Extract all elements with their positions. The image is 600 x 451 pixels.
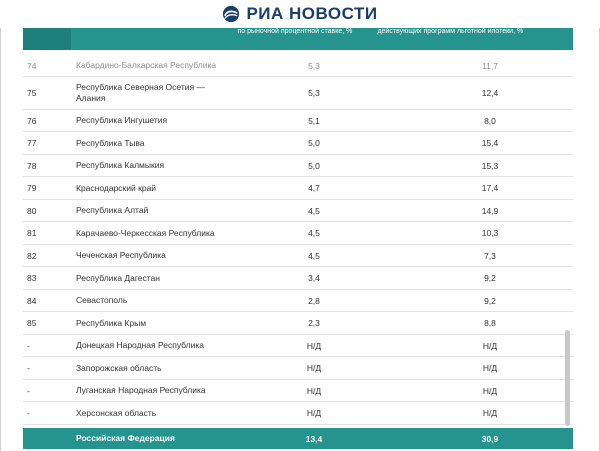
ria-logo[interactable]: [222, 4, 377, 24]
row-preferential-rate: 15,4: [481, 138, 499, 148]
row-preferential-rate: 7,3: [484, 250, 496, 261]
row-rank: 76: [27, 115, 37, 126]
row-region: Республика Ингушетия: [76, 115, 168, 125]
scrollbar-thumb[interactable]: [565, 330, 570, 426]
row-region: Республика Северная Осетия — Алания: [76, 82, 205, 103]
site-header: [0, 0, 600, 28]
row-rank: 80: [27, 205, 37, 216]
row-rank: -: [27, 340, 30, 351]
row-region: Республика Тыва: [76, 137, 145, 148]
row-region: Херсонская область: [76, 407, 157, 418]
ria-logo-icon: [222, 5, 240, 23]
row-market-rate: 4,5: [308, 205, 320, 216]
row-preferential-rate: 10,3: [481, 228, 499, 238]
row-preferential-rate: 17,4: [481, 183, 499, 193]
row-rank: 77: [27, 138, 37, 148]
header-rank-cell: [23, 28, 71, 50]
total-market-rate: 13,4: [305, 433, 323, 444]
table-body: [23, 55, 573, 425]
row-preferential-rate: 8,0: [484, 115, 496, 126]
row-market-rate: 4,7: [308, 183, 320, 193]
row-market-rate: 2,3: [308, 318, 320, 328]
row-rank: 82: [27, 250, 37, 261]
row-preferential-rate: Н/Д: [482, 340, 498, 351]
header-preferential-rate: действующих программ льготной ипотеки, %: [377, 28, 524, 35]
row-rank: 85: [27, 318, 37, 328]
row-rank: 75: [27, 88, 37, 98]
row-region: Луганская Народная Республика: [76, 385, 206, 395]
row-preferential-rate: 12,4: [481, 88, 499, 98]
header-region-cell: [71, 28, 235, 50]
row-rank: 79: [27, 183, 37, 193]
table-row: [23, 357, 573, 380]
row-region: Донецкая Народная Республика: [76, 340, 204, 350]
row-region: Кабардино-Балкарская Республика: [76, 60, 217, 70]
row-market-rate: 3,4: [308, 273, 320, 283]
row-preferential-rate: Н/Д: [482, 385, 498, 396]
row-region: Чеченская Республика: [76, 250, 166, 260]
row-rank: -: [27, 385, 30, 396]
row-region: Краснодарский край: [76, 182, 157, 193]
table-header: [23, 28, 573, 50]
row-preferential-rate: 11,7: [482, 60, 498, 71]
table-row: [23, 132, 573, 155]
row-preferential-rate: 14,9: [481, 205, 499, 216]
row-market-rate: 5,3: [308, 88, 320, 98]
row-rank: 78: [27, 160, 37, 171]
row-preferential-rate: Н/Д: [482, 363, 498, 373]
row-market-rate: Н/Д: [306, 408, 322, 418]
frame-border-left: [0, 28, 1, 451]
row-region: Республика Дагестан: [76, 272, 161, 283]
table-row: [23, 55, 573, 77]
table-row: [23, 200, 573, 222]
row-rank: 84: [27, 295, 37, 306]
row-region: Карачаево-Черкесская Республика: [76, 227, 215, 238]
row-rank: 74: [27, 60, 37, 71]
row-preferential-rate: 8,8: [484, 318, 496, 328]
total-row: [23, 428, 573, 449]
table-row: [23, 245, 573, 267]
row-region: Запорожская область: [76, 362, 162, 373]
table-row: [23, 222, 573, 245]
table-row: [23, 290, 573, 312]
row-preferential-rate: 9,2: [484, 273, 496, 283]
table-row: [23, 267, 573, 290]
row-market-rate: 4,5: [308, 250, 320, 261]
row-preferential-rate: Н/Д: [482, 408, 498, 418]
header-market-rate: по рыночной процентной ставке, %: [237, 28, 353, 35]
total-region: Российская Федерация: [76, 433, 175, 443]
row-region: Республика Калмыкия: [76, 160, 165, 170]
row-market-rate: Н/Д: [306, 340, 322, 351]
table-row: [23, 380, 573, 402]
table-row: [23, 335, 573, 357]
row-rank: 81: [27, 228, 37, 238]
row-region: Республика Крым: [76, 317, 147, 328]
row-market-rate: 5,1: [308, 115, 320, 126]
row-preferential-rate: 9,2: [484, 295, 496, 306]
total-preferential-rate: 30,9: [481, 433, 499, 444]
row-market-rate: Н/Д: [306, 385, 322, 396]
table-row: [23, 312, 573, 335]
table-row: [23, 177, 573, 200]
table-row: [23, 77, 573, 110]
row-preferential-rate: 15,3: [481, 160, 499, 171]
row-market-rate: 5,3: [308, 60, 320, 71]
ria-logo-text: РИА НОВОСТИ: [246, 4, 378, 23]
row-rank: -: [27, 363, 30, 373]
row-rank: -: [27, 408, 30, 418]
row-market-rate: 5,0: [308, 160, 320, 171]
row-region: Республика Алтай: [76, 205, 149, 215]
row-market-rate: 4,5: [308, 228, 320, 238]
row-rank: 83: [27, 273, 37, 283]
row-market-rate: Н/Д: [306, 363, 322, 373]
row-market-rate: 5,0: [308, 138, 320, 148]
row-region: Севастополь: [76, 295, 128, 305]
row-market-rate: 2,8: [308, 295, 320, 306]
table-row: [23, 402, 573, 425]
table-row: [23, 155, 573, 177]
table-row: [23, 110, 573, 132]
